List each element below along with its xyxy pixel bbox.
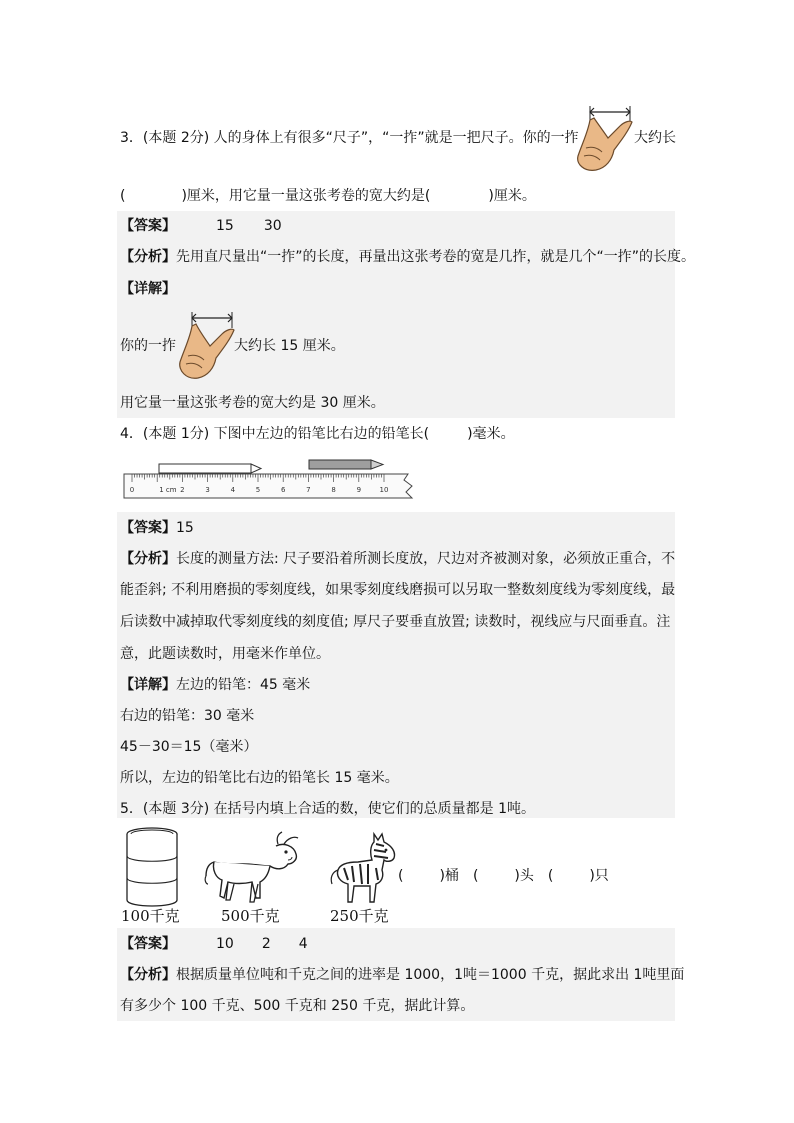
ruler-tick-label: 10 bbox=[379, 486, 389, 494]
q4-answer: 【答案】15 bbox=[120, 520, 194, 536]
q3-detail-line1-pre: 你的一拃 bbox=[120, 338, 176, 354]
q5-analysis-1: 【分析】根据质量单位吨和千克之间的进率是 1000，1吨＝1000 千克，据此求出 1吨里面 bbox=[120, 967, 685, 983]
q4-analysis-1: 【分析】长度的测量方法: 尺子要沿着所测长度放，尺边对齐被测对象，必须放正重合，不 bbox=[120, 551, 676, 567]
ruler-tick-label: 8 bbox=[331, 486, 336, 494]
q5-question: 5．(本题 3分) 在括号内填上合适的数，使它们的总质量都是 1吨。 bbox=[120, 801, 535, 817]
ox-weight: 500千克 bbox=[221, 907, 280, 925]
ruler-tick-label: 6 bbox=[280, 486, 286, 494]
q3-question-line1-tail: 大约长 bbox=[634, 130, 676, 146]
hand-span-icon bbox=[572, 104, 634, 174]
q3-question-line1: 3．(本题 2分) 人的身体上有很多“尺子”，“一拃”就是一把尺子。你的一拃 bbox=[120, 130, 579, 146]
ruler-tick-label: 9 bbox=[356, 486, 362, 494]
q4-detail-2: 右边的铅笔：30 毫米 bbox=[120, 708, 255, 724]
ruler-diagram bbox=[122, 456, 418, 504]
q4-analysis-2: 能歪斜; 不利用磨损的零刻度线，如果零刻度线磨损可以另取一整数刻度线为零刻度线，最 bbox=[120, 582, 676, 598]
q3-detail-label: 【详解】 bbox=[120, 281, 176, 297]
q5-answer: 【答案】 10 2 4 bbox=[120, 936, 308, 952]
zebra-icon bbox=[324, 830, 400, 906]
ruler-tick-label: 0 bbox=[129, 486, 135, 494]
q3-analysis: 【分析】先用直尺量出“一拃”的长度，再量出这张考卷的宽是几拃，就是几个“一拃”的长度。 bbox=[120, 249, 696, 265]
q4-question: 4．(本题 1分) 下图中左边的铅笔比右边的铅笔长( )毫米。 bbox=[120, 426, 515, 442]
barrel-icon bbox=[124, 826, 180, 908]
ruler-tick-label: 7 bbox=[306, 486, 311, 494]
ruler-tick-label: 5 bbox=[255, 486, 261, 494]
q4-detail-1: 【详解】左边的铅笔：45 毫米 bbox=[120, 677, 311, 693]
ruler-tick-label: 4 bbox=[230, 486, 236, 494]
right-pencil bbox=[309, 460, 383, 469]
ruler-tick-label: 2 bbox=[180, 486, 185, 494]
q3-detail-line1-post: 大约长 15 厘米。 bbox=[234, 338, 345, 354]
ruler-tick-label: 1 cm bbox=[159, 486, 177, 494]
q3-answer: 【答案】 15 30 bbox=[120, 218, 282, 234]
left-pencil bbox=[159, 464, 261, 473]
q4-analysis-4: 意，此题读数时，用毫米作单位。 bbox=[120, 646, 330, 662]
q4-detail-3: 45－30＝15（毫米） bbox=[120, 739, 258, 755]
ox-icon bbox=[204, 830, 302, 906]
q4-detail-4: 所以，左边的铅笔比右边的铅笔长 15 毫米。 bbox=[120, 770, 399, 786]
hand-span-icon bbox=[174, 310, 236, 382]
barrel-weight: 100千克 bbox=[121, 907, 180, 925]
q5-blanks: ( )桶 ( )头 ( )只 bbox=[398, 868, 609, 884]
q3-detail-line2: 用它量一量这张考卷的宽大约是 30 厘米。 bbox=[120, 395, 385, 411]
ruler-tick-label: 3 bbox=[205, 486, 210, 494]
zebra-weight: 250千克 bbox=[330, 907, 389, 925]
q5-analysis-2: 有多少个 100 千克、500 千克和 250 千克，据此计算。 bbox=[120, 998, 475, 1014]
q4-analysis-3: 后读数中减掉取代零刻度线的刻度值; 厚尺子要垂直放置; 读数时，视线应与尺面垂直。注 bbox=[120, 614, 671, 630]
q3-question-line2: ( )厘米，用它量一量这张考卷的宽大约是( )厘米。 bbox=[120, 188, 536, 204]
